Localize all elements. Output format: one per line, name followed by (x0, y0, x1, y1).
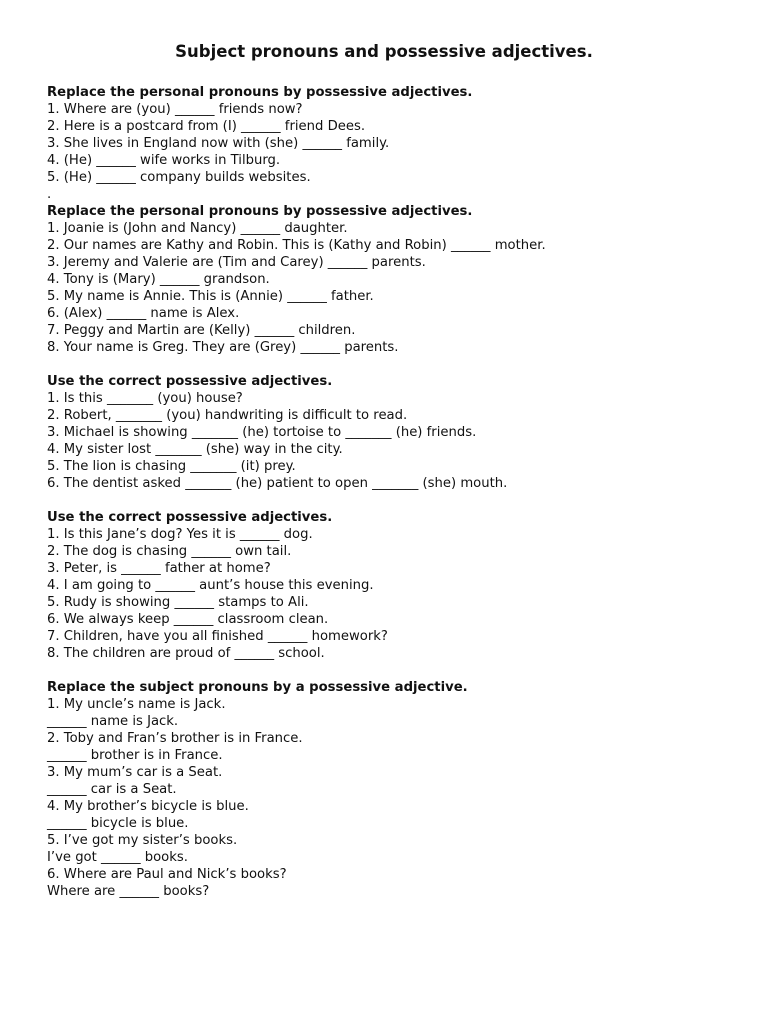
exercise-item: 3. Michael is showing _______ (he) tortoise to _______ (he) friends. (47, 425, 477, 440)
exercise-item: 6. The dentist asked _______ (he) patient to open _______ (she) mouth. (47, 476, 508, 491)
exercise-item: 2. Here is a postcard from (I) ______ friend Dees. (47, 119, 366, 134)
exercise-item: 3. Peter, is ______ father at home? (47, 561, 271, 576)
exercise-item: 2. Robert, _______ (you) handwriting is difficult to read. (47, 408, 408, 423)
exercise-item: 5. The lion is chasing _______ (it) prey. (47, 459, 296, 474)
exercise-answer-line: ______ brother is in France. (47, 748, 223, 763)
worksheet-title: Subject pronouns and possessive adjectives. (175, 42, 593, 61)
exercise-item: 6. Where are Paul and Nick’s books? (47, 867, 287, 882)
exercise-item: 1. Is this Jane’s dog? Yes it is ______ dog. (47, 527, 313, 542)
exercise-item: 4. (He) ______ wife works in Tilburg. (47, 153, 281, 168)
exercise-item: 1. Is this _______ (you) house? (47, 391, 243, 406)
stray-dot: . (47, 187, 52, 202)
exercise-item: 3. Jeremy and Valerie are (Tim and Carey) ______ parents. (47, 255, 426, 270)
exercise-item: 7. Peggy and Martin are (Kelly) ______ children. (47, 323, 356, 338)
exercise-item: 4. My brother’s bicycle is blue. (47, 799, 249, 814)
exercise-section-4 (47, 509, 757, 662)
exercise-item: 5. (He) ______ company builds websites. (47, 170, 311, 185)
exercise-answer-line: I’ve got ______ books. (47, 850, 188, 865)
exercise-answer-line: ______ bicycle is blue. (47, 816, 189, 831)
exercise-section-3 (47, 373, 757, 492)
exercise-section-1 (47, 84, 757, 203)
exercise-item: 3. She lives in England now with (she) ______ family. (47, 136, 390, 151)
exercise-heading: Replace the personal pronouns by possessive adjectives. (47, 204, 473, 219)
exercise-item: 7. Children, have you all finished ______ homework? (47, 629, 388, 644)
exercise-heading: Use the correct possessive adjectives. (47, 510, 333, 525)
exercise-item: 2. The dog is chasing ______ own tail. (47, 544, 292, 559)
exercise-item: 6. We always keep ______ classroom clean. (47, 612, 329, 627)
exercise-heading: Use the correct possessive adjectives. (47, 374, 333, 389)
exercise-item: 6. (Alex) ______ name is Alex. (47, 306, 240, 321)
exercise-item: 8. The children are proud of ______ school. (47, 646, 325, 661)
exercise-answer-line: ______ name is Jack. (47, 714, 179, 729)
exercise-heading: Replace the subject pronouns by a possessive adjective. (47, 680, 468, 695)
exercise-item: 8. Your name is Greg. They are (Grey) ______ parents. (47, 340, 399, 355)
exercise-item: 4. I am going to ______ aunt’s house this evening. (47, 578, 374, 593)
exercise-item: 1. My uncle’s name is Jack. (47, 697, 226, 712)
exercise-heading: Replace the personal pronouns by possessive adjectives. (47, 85, 473, 100)
exercise-item: 4. Tony is (Mary) ______ grandson. (47, 272, 270, 287)
exercise-answer-line: Where are ______ books? (47, 884, 210, 899)
section-spacer (47, 356, 757, 373)
exercise-item: 4. My sister lost _______ (she) way in the city. (47, 442, 343, 457)
exercise-item: 2. Our names are Kathy and Robin. This is (Kathy and Robin) ______ mother. (47, 238, 546, 253)
worksheet-body (47, 84, 757, 900)
exercise-section-2 (47, 203, 757, 356)
section-spacer (47, 662, 757, 679)
section-spacer (47, 492, 757, 509)
exercise-item: 5. Rudy is showing ______ stamps to Ali. (47, 595, 309, 610)
exercise-item: 3. My mum’s car is a Seat. (47, 765, 223, 780)
exercise-item: 5. I’ve got my sister’s books. (47, 833, 238, 848)
exercise-item: 1. Joanie is (John and Nancy) ______ daughter. (47, 221, 348, 236)
exercise-item: 1. Where are (you) ______ friends now? (47, 102, 303, 117)
exercise-answer-line: ______ car is a Seat. (47, 782, 177, 797)
exercise-section-5 (47, 679, 757, 900)
exercise-item: 2. Toby and Fran’s brother is in France. (47, 731, 303, 746)
exercise-item: 5. My name is Annie. This is (Annie) ______ father. (47, 289, 374, 304)
